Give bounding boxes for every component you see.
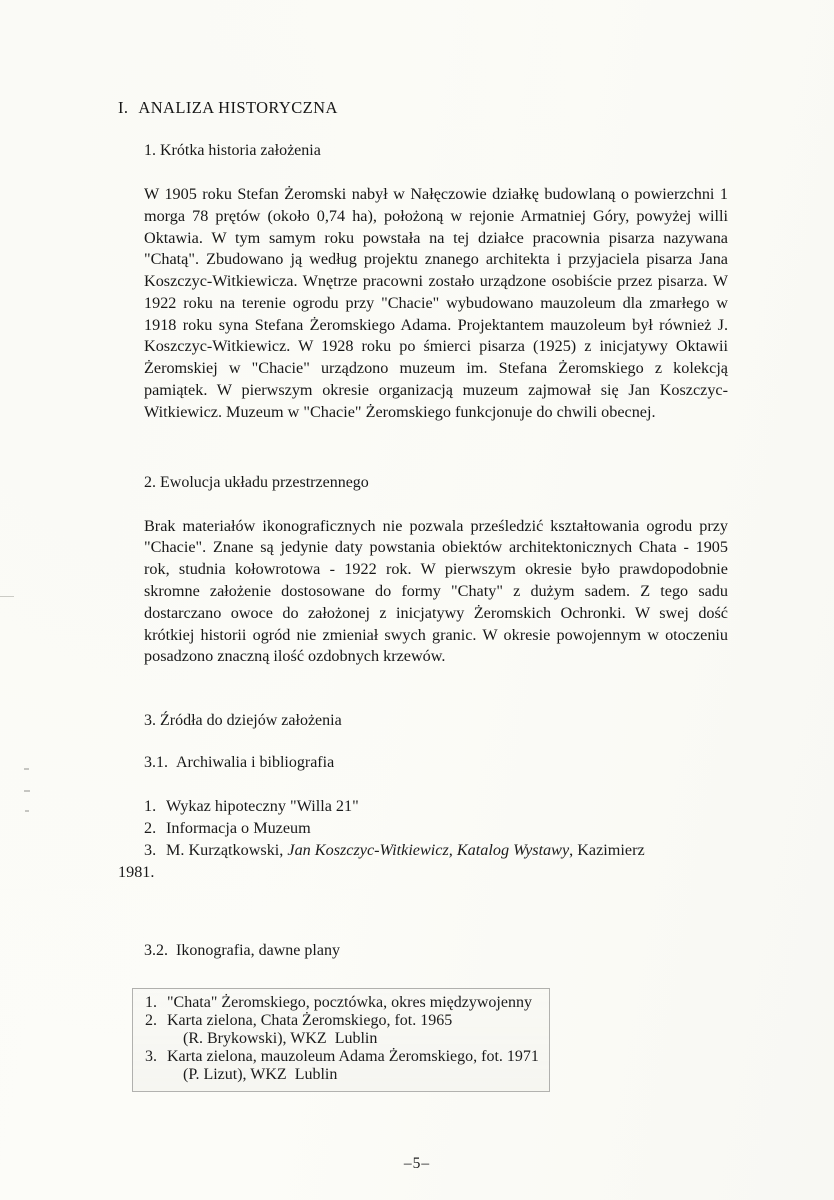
- section-2-title: Ewolucja układu przestrzennego: [160, 473, 369, 491]
- list-item-text: "Chata" Żeromskiego, pocztówka, okres międzywojenny: [167, 993, 532, 1011]
- list-item: [144, 796, 728, 818]
- scan-speck: [24, 768, 29, 770]
- section-1-title: Krótka historia założenia: [160, 142, 321, 159]
- list-item-index: 3.: [145, 1047, 157, 1065]
- section-31-heading: [118, 754, 728, 772]
- list-item-continuation: [145, 1030, 539, 1048]
- section-1-heading: [118, 142, 728, 160]
- scan-speck: [25, 810, 29, 812]
- list-item: [145, 1048, 539, 1066]
- list-item-index: 3.: [144, 840, 157, 859]
- list-item-index: 1.: [144, 797, 157, 816]
- section-3-title: Źródła do dziejów założenia: [160, 712, 342, 730]
- list-item-title-italic: Jan Koszczyc-Witkiewicz, Katalog Wystawy: [287, 840, 570, 859]
- scan-edge-mark: [0, 596, 14, 597]
- list-item-text: Karta zielona, mauzoleum Adama Żeromskiego, fot. 1971: [167, 1047, 539, 1065]
- document-body: [118, 98, 728, 1092]
- section-32-number: 3.2.: [144, 941, 168, 959]
- list-item-text: Wykaz hipoteczny "Willa 21": [166, 797, 359, 816]
- list-item: [145, 1012, 539, 1030]
- list-item: [144, 840, 728, 862]
- section-2-number: 2.: [144, 473, 156, 491]
- section-1-paragraph: W 1905 roku Stefan Żeromski nabył w Nałęczowie działkę budowlaną o powierzchni 1 morga 78 prętów (około 0,74 ha), położoną w rejonie Armatniej Góry, powyżej willi Oktawia. W tym samym roku powstała na tej działce pracownia pisarza nazywana "Chatą". Zbudowano ją według projektu znanego architekta i przyjaciela pisarza Jana Koszczyc-Witkiewicza. Wnętrze pracowni zostało urządzone osobiście przez pisarza. W 1922 roku na terenie ogrodu przy "Chacie" wybudowano mauzoleum dla zmarłego w 1918 roku syna Stefana Żeromskiego Adama. Projektantem mauzoleum był również J. Koszczyc-Witkiewicz. W 1928 roku po śmierci pisarza (1925) z inicjatywy Oktawii Żeromskiej w "Chacie" urządzono muzeum im. Stefana Żeromskiego z kolekcją pamiątek. W pierwszym okresie organizacją muzeum zajmował się Jan Koszczyc-Witkiewicz. Muzeum w "Chacie" Żeromskiego funkcjonuje do chwili obecnej.: [144, 185, 728, 421]
- page-title-numeral: I.: [118, 98, 129, 117]
- list-item-author: M. Kurzątkowski,: [166, 840, 284, 859]
- list-item: [145, 994, 539, 1012]
- page-title: [118, 98, 728, 118]
- bibliography-list: [118, 796, 728, 862]
- section-32-title: Ikonografia, dawne plany: [176, 941, 340, 959]
- list-item-text: (R. Brykowski), WKZ Lublin: [183, 1029, 378, 1047]
- bibliography-continuation-wrap: [118, 862, 728, 884]
- section-32-heading: [118, 942, 728, 960]
- list-item-suffix: , Kazimierz: [569, 840, 645, 859]
- list-item-index: 2.: [145, 1011, 157, 1029]
- section-31-number: 3.1.: [144, 754, 168, 772]
- list-item-text: (P. Lizut), WKZ Lublin: [183, 1065, 338, 1083]
- section-3-heading: [118, 712, 728, 730]
- section-31-title: Archiwalia i bibliografia: [176, 754, 335, 772]
- section-3-number: 3.: [144, 712, 156, 730]
- section-2-paragraph: Brak materiałów ikonograficznych nie pozwala prześledzić kształtowania ogrodu przy "Chacie". Znane są jedynie daty powstania obiektów architektonicznych Chata - 1905 rok, studnia kołowrotowa - 1922 rok. W pierwszym okresie było prawdopodobnie skromne założenie dostosowane do formy "Chaty" z dużym sadem. Z tego sadu dostarczano owoce do założonej z inicjatywy Żeromskich Ochronki. W swej dość krótkiej historii ogród nie zmieniał swych granic. W okresie powojennym w otoczeniu posadzono znaczną ilość ozdobnych krzewów.: [144, 516, 728, 666]
- list-item-index: 1.: [145, 993, 157, 1011]
- scan-speck: [24, 790, 30, 792]
- list-item-index: 2.: [144, 818, 157, 837]
- list-item-continuation: [145, 1066, 539, 1084]
- section-1-number: 1.: [144, 142, 156, 159]
- bibliography-continuation: 1981.: [118, 862, 155, 881]
- page-title-text: ANALIZA HISTORYCZNA: [138, 98, 338, 117]
- list-item-text: Informacja o Muzeum: [166, 818, 311, 837]
- page-number: –5–: [403, 1155, 431, 1172]
- list-item-text: Karta zielona, Chata Żeromskiego, fot. 1965: [167, 1011, 453, 1029]
- iconography-box: [132, 988, 550, 1092]
- section-2-heading: [118, 474, 728, 492]
- list-item: [144, 818, 728, 840]
